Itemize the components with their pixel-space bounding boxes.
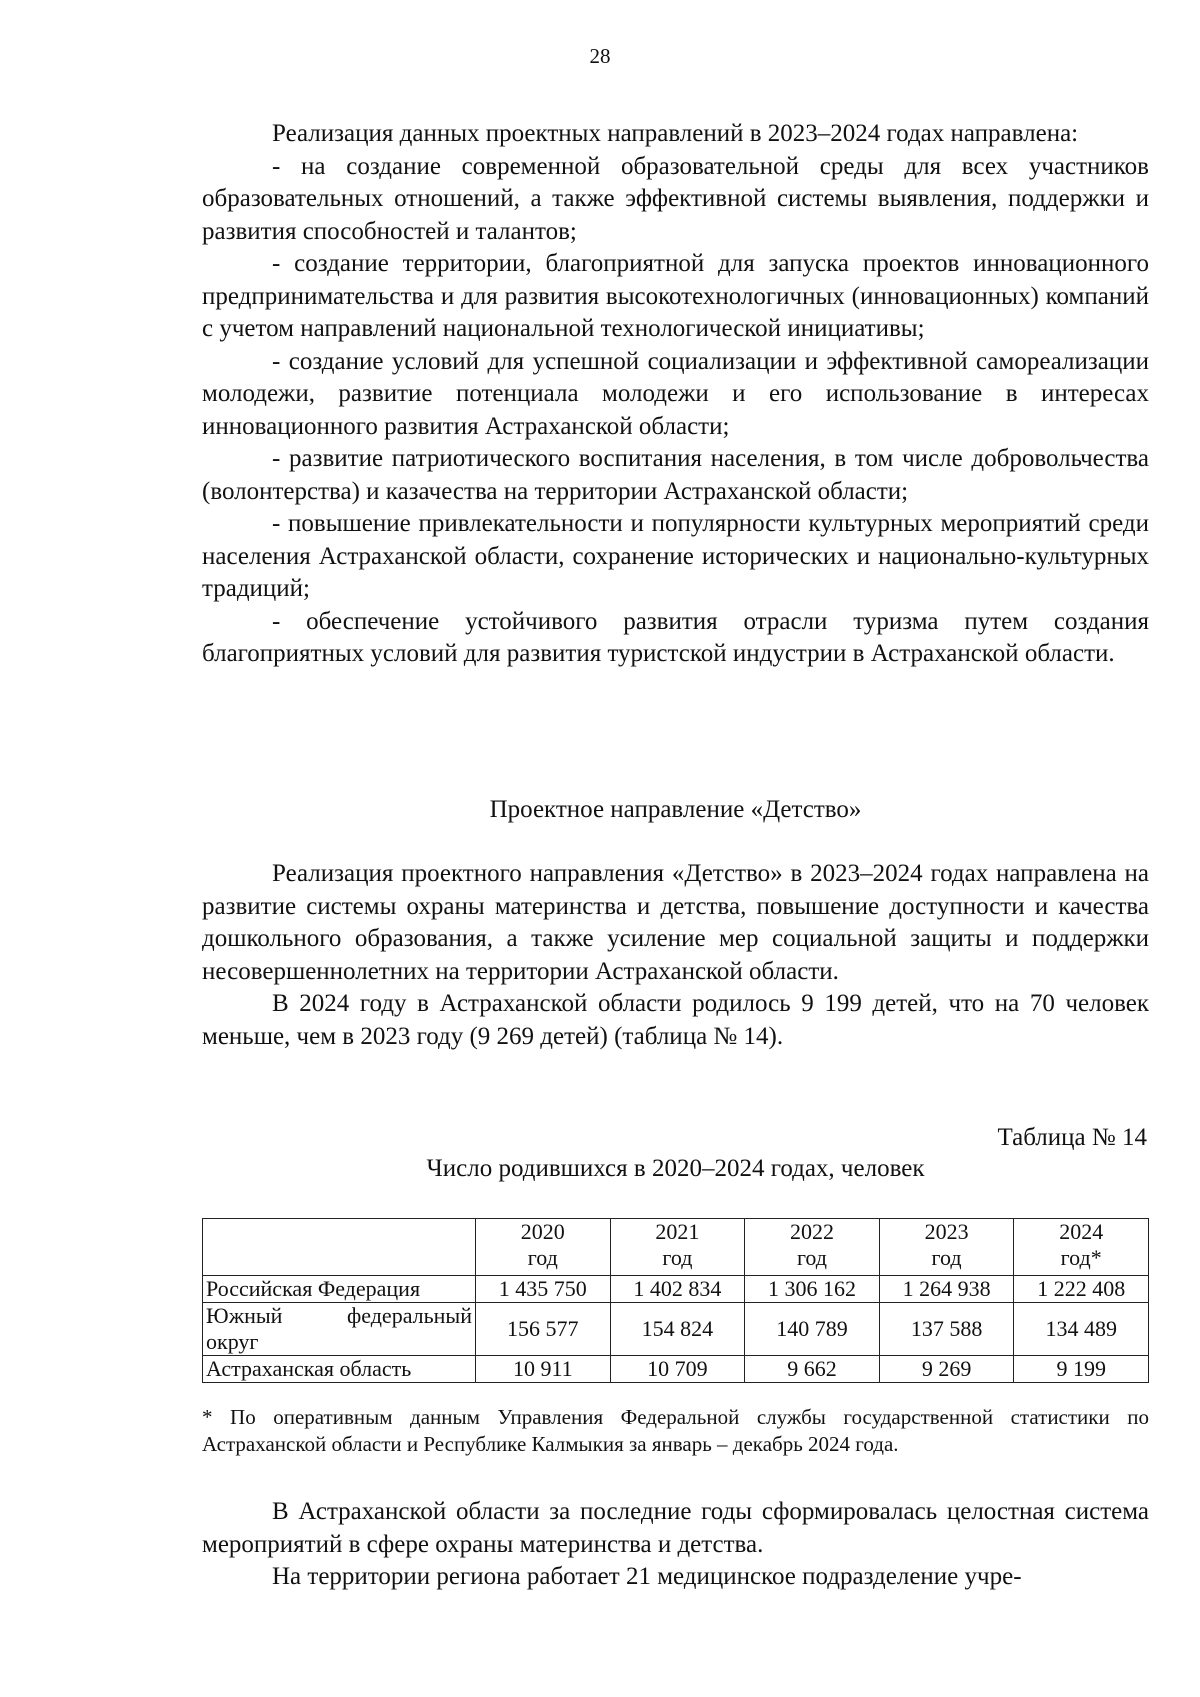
section-text-block [202, 858, 1149, 1053]
paragraph: В 2024 году в Астраханской области родилось 9 199 детей, что на 70 человек меньше, чем в 2023 году (9 269 детей) (таблица № 14). [202, 990, 1149, 1050]
value-cell: 9 662 [745, 1356, 880, 1383]
value-cell: 9 199 [1014, 1356, 1149, 1383]
region-word: федеральный [347, 1303, 472, 1328]
list-item: - создание территории, благоприятной для запуска проектов инновационного предпринимательства и для развития высокотехнологичных (инновационных) компаний с учетом направлений национальной технологической инициативы; [202, 250, 1149, 342]
paragraph: На территории региона работает 21 медицинское подразделение учре- [272, 1563, 1022, 1590]
header-unit: год [527, 1245, 558, 1270]
paragraph: В Астраханской области за последние годы сформировалась целостная система мероприятий в сфере охраны материнства и детства. [202, 1498, 1149, 1558]
header-year: 2023 [924, 1219, 969, 1244]
table-corner-cell [203, 1219, 476, 1276]
paragraph: Реализация данных проектных направлений в 2023–2024 годах направлена: [272, 120, 1079, 147]
header-year: 2020 [520, 1219, 565, 1244]
table-footnote: * По оперативным данным Управления Федеральной службы государственной статистики по Астраханской области и Республике Калмыкия за январь – декабрь 2024 года. [202, 1405, 1149, 1456]
header-year: 2021 [655, 1219, 700, 1244]
region-cell: Российская Федерация [203, 1276, 476, 1303]
list-item: - на создание современной образовательной среды для всех участников образовательных отношений, а также эффективной системы выявления, поддержки и развития способностей и талантов; [202, 152, 1149, 245]
region-label [206, 1303, 472, 1355]
value-cell: 140 789 [745, 1303, 880, 1356]
value-cell: 134 489 [1014, 1303, 1149, 1356]
value-cell: 137 588 [879, 1303, 1014, 1356]
value-cell: 1 264 938 [879, 1276, 1014, 1303]
region-word: округ [206, 1329, 259, 1354]
intro-text-block [202, 118, 1149, 671]
section-heading: Проектное направление «Детство» [489, 796, 862, 823]
page-number: 28 [589, 44, 611, 68]
value-cell: 1 306 162 [745, 1276, 880, 1303]
table-header-cell [745, 1219, 880, 1276]
region-cell [203, 1303, 476, 1356]
list-item: - повышение привлекательности и популярности культурных мероприятий среди населения Астраханской области, сохранение исторических и национально-культурных традиций; [202, 510, 1149, 602]
table-header-cell [879, 1219, 1014, 1276]
list-item: - развитие патриотического воспитания населения, в том числе добровольчества (волонтерства) и казачества на территории Астраханской области; [202, 445, 1149, 505]
paragraph: Реализация проектного направления «Детство» в 2023–2024 годах направлена на развитие системы охраны материнства и детства, повышение доступности и качества дошкольного образования, а также усиление мер социальной защиты и поддержки несовершеннолетних на территории Астраханской области. [202, 860, 1149, 985]
table-number: Таблица № 14 [997, 1124, 1147, 1151]
table-header-cell [610, 1219, 745, 1276]
value-cell: 9 269 [879, 1356, 1014, 1383]
list-item: - обеспечение устойчивого развития отрасли туризма путем создания благоприятных условий для развития туристской индустрии в Астраханской области. [202, 607, 1149, 667]
value-cell: 10 911 [476, 1356, 611, 1383]
table-header-row [203, 1219, 1149, 1276]
header-year: 2024 [1059, 1219, 1104, 1244]
header-year: 2022 [789, 1219, 834, 1244]
table-header-cell [1014, 1219, 1149, 1276]
value-cell: 10 709 [610, 1356, 745, 1383]
table-row [203, 1356, 1149, 1383]
closing-text-block [202, 1496, 1149, 1594]
region-cell: Астраханская область [203, 1356, 476, 1383]
table-header-cell [476, 1219, 611, 1276]
table-row [203, 1303, 1149, 1356]
header-unit: год [931, 1245, 962, 1270]
region-word: Южный [206, 1303, 283, 1328]
header-unit: год [662, 1245, 693, 1270]
value-cell: 1 222 408 [1014, 1276, 1149, 1303]
value-cell: 156 577 [476, 1303, 611, 1356]
value-cell: 1 435 750 [476, 1276, 611, 1303]
value-cell: 1 402 834 [610, 1276, 745, 1303]
table-row [203, 1276, 1149, 1303]
value-cell: 154 824 [610, 1303, 745, 1356]
table-caption: Число родившихся в 2020–2024 годах, человек [426, 1155, 925, 1182]
header-unit: год [796, 1245, 827, 1270]
region-label-line [206, 1303, 472, 1329]
list-item: - создание условий для успешной социализации и эффективной самореализации молодежи, развитие потенциала молодежи и его использование в интересах инновационного развития Астраханской области; [202, 347, 1149, 440]
births-table [202, 1218, 1149, 1383]
header-unit: год* [1060, 1245, 1102, 1270]
